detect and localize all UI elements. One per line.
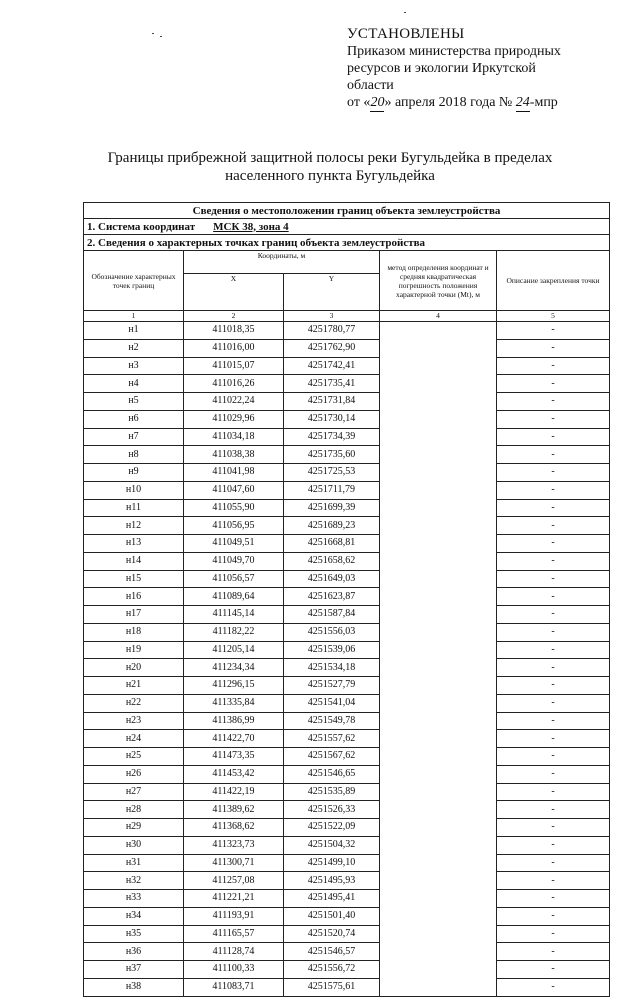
x-coordinate: 411034,18 <box>184 428 284 446</box>
table-row <box>84 588 610 606</box>
y-coordinate: 4251522,09 <box>284 819 380 837</box>
point-label: н29 <box>84 819 184 837</box>
y-coordinate: 4251658,62 <box>284 552 380 570</box>
fixation-description: - <box>497 322 610 340</box>
coordinate-system-value: МСК 38, зона 4 <box>213 220 289 233</box>
y-coordinate: 4251541,04 <box>284 694 380 712</box>
x-coordinate: 411029,96 <box>184 410 284 428</box>
point-label: н20 <box>84 659 184 677</box>
table-row <box>84 428 610 446</box>
title-line: Границы прибрежной защитной полосы реки Бугульдейка в пределах <box>107 150 553 166</box>
table-caption: Сведения о местоположении границ объекта землеустройства <box>84 203 610 219</box>
fixation-description: - <box>497 925 610 943</box>
table-row <box>84 943 610 961</box>
fixation-description: - <box>497 641 610 659</box>
table-row <box>84 357 610 375</box>
point-label: н4 <box>84 375 184 393</box>
table-row <box>84 552 610 570</box>
col-number: 5 <box>497 311 610 322</box>
x-coordinate: 411323,73 <box>184 836 284 854</box>
fixation-description: - <box>497 623 610 641</box>
y-coordinate: 4251623,87 <box>284 588 380 606</box>
fixation-description: - <box>497 481 610 499</box>
y-coordinate: 4251535,89 <box>284 783 380 801</box>
fixation-description: - <box>497 535 610 553</box>
fixation-description: - <box>497 694 610 712</box>
point-label: н15 <box>84 570 184 588</box>
table-row <box>84 623 610 641</box>
approval-heading: УСТАНОВЛЕНЫ <box>347 26 465 42</box>
fixation-description: - <box>497 943 610 961</box>
table-row <box>84 570 610 588</box>
approval-line: области <box>347 78 394 93</box>
x-coordinate: 411205,14 <box>184 641 284 659</box>
fixation-description: - <box>497 339 610 357</box>
table-row <box>84 748 610 766</box>
col-number: 3 <box>284 311 380 322</box>
fixation-description: - <box>497 588 610 606</box>
x-coordinate: 411335,84 <box>184 694 284 712</box>
y-coordinate: 4251649,03 <box>284 570 380 588</box>
table-body <box>84 203 610 997</box>
point-label: н25 <box>84 748 184 766</box>
table-row <box>84 606 610 624</box>
point-label: н21 <box>84 677 184 695</box>
x-coordinate: 411015,07 <box>184 357 284 375</box>
y-coordinate: 4251557,62 <box>284 730 380 748</box>
point-label: н18 <box>84 623 184 641</box>
table-row <box>84 730 610 748</box>
point-label: н13 <box>84 535 184 553</box>
point-label: н16 <box>84 588 184 606</box>
x-coordinate: 411041,98 <box>184 464 284 482</box>
fixation-description: - <box>497 357 610 375</box>
x-coordinate: 411022,24 <box>184 393 284 411</box>
col-number: 1 <box>84 311 184 322</box>
point-label: н17 <box>84 606 184 624</box>
fixation-description: - <box>497 854 610 872</box>
y-coordinate: 4251567,62 <box>284 748 380 766</box>
y-coordinate: 4251734,39 <box>284 428 380 446</box>
fixation-description: - <box>497 517 610 535</box>
fixation-description: - <box>497 464 610 482</box>
y-coordinate: 4251735,60 <box>284 446 380 464</box>
point-label: н5 <box>84 393 184 411</box>
point-label: н7 <box>84 428 184 446</box>
date-suffix: -мпр <box>529 95 558 110</box>
fixation-description: - <box>497 748 610 766</box>
point-label: н33 <box>84 890 184 908</box>
date-day: 20 <box>370 95 385 110</box>
x-coordinate: 411047,60 <box>184 481 284 499</box>
scan-speck <box>160 36 162 37</box>
x-coordinate: 411368,62 <box>184 819 284 837</box>
x-coordinate: 411182,22 <box>184 623 284 641</box>
x-coordinate: 411300,71 <box>184 854 284 872</box>
fixation-description: - <box>497 659 610 677</box>
point-label: н22 <box>84 694 184 712</box>
point-label: н14 <box>84 552 184 570</box>
x-coordinate: 411049,70 <box>184 552 284 570</box>
approval-date-line <box>347 94 627 112</box>
y-coordinate: 4251711,79 <box>284 481 380 499</box>
x-coordinate: 411038,38 <box>184 446 284 464</box>
fixation-description: - <box>497 978 610 996</box>
y-coordinate: 4251689,23 <box>284 517 380 535</box>
table-row <box>84 499 610 517</box>
point-label: н35 <box>84 925 184 943</box>
y-coordinate: 4251699,39 <box>284 499 380 517</box>
fixation-description: - <box>497 819 610 837</box>
table-row <box>84 339 610 357</box>
table-row <box>84 677 610 695</box>
x-coordinate: 411296,15 <box>184 677 284 695</box>
x-coordinate: 411145,14 <box>184 606 284 624</box>
x-coordinate: 411165,57 <box>184 925 284 943</box>
point-label: н24 <box>84 730 184 748</box>
y-coordinate: 4251527,79 <box>284 677 380 695</box>
x-coordinate: 411422,19 <box>184 783 284 801</box>
fixation-description: - <box>497 730 610 748</box>
point-label: н1 <box>84 322 184 340</box>
y-coordinate: 4251668,81 <box>284 535 380 553</box>
scan-speck <box>404 12 406 13</box>
x-coordinate: 411089,64 <box>184 588 284 606</box>
fixation-description: - <box>497 393 610 411</box>
point-label: н30 <box>84 836 184 854</box>
x-coordinate: 411453,42 <box>184 765 284 783</box>
document-title <box>95 149 565 185</box>
point-label: н19 <box>84 641 184 659</box>
x-coordinate: 411386,99 <box>184 712 284 730</box>
y-coordinate: 4251549,78 <box>284 712 380 730</box>
x-coordinate: 411257,08 <box>184 872 284 890</box>
fixation-description: - <box>497 428 610 446</box>
col-header-description: Описание закрепления точки <box>497 251 610 311</box>
y-coordinate: 4251539,06 <box>284 641 380 659</box>
x-coordinate: 411193,91 <box>184 907 284 925</box>
title-line: населенного пункта Бугульдейка <box>225 168 435 184</box>
coordinate-system-label: 1. Система координат <box>87 220 196 233</box>
fixation-description: - <box>497 836 610 854</box>
x-coordinate: 411016,26 <box>184 375 284 393</box>
x-coordinate: 411083,71 <box>184 978 284 996</box>
fixation-description: - <box>497 677 610 695</box>
x-coordinate: 411128,74 <box>184 943 284 961</box>
fixation-description: - <box>497 499 610 517</box>
table-row <box>84 393 610 411</box>
date-mid: » апреля 2018 года № <box>384 95 513 110</box>
scan-speck <box>152 33 154 34</box>
y-coordinate: 4251499,10 <box>284 854 380 872</box>
table-row <box>84 322 610 340</box>
date-prefix: от « <box>347 95 371 110</box>
x-coordinate: 411056,95 <box>184 517 284 535</box>
table-row <box>84 712 610 730</box>
col-number: 4 <box>380 311 497 322</box>
x-coordinate: 411016,00 <box>184 339 284 357</box>
point-label: н37 <box>84 961 184 979</box>
fixation-description: - <box>497 712 610 730</box>
table-row <box>84 410 610 428</box>
point-label: н11 <box>84 499 184 517</box>
fixation-description: - <box>497 801 610 819</box>
y-coordinate: 4251556,72 <box>284 961 380 979</box>
point-label: н10 <box>84 481 184 499</box>
x-coordinate: 411473,35 <box>184 748 284 766</box>
y-coordinate: 4251546,57 <box>284 943 380 961</box>
point-label: н32 <box>84 872 184 890</box>
fixation-description: - <box>497 375 610 393</box>
table-row <box>84 961 610 979</box>
x-coordinate: 411422,70 <box>184 730 284 748</box>
fixation-description: - <box>497 446 610 464</box>
table-row <box>84 907 610 925</box>
y-coordinate: 4251520,74 <box>284 925 380 943</box>
approval-line: Приказом министерства природных <box>347 44 561 59</box>
fixation-description: - <box>497 872 610 890</box>
y-coordinate: 4251762,90 <box>284 339 380 357</box>
fixation-description: - <box>497 907 610 925</box>
coordinate-system-row <box>84 219 610 235</box>
approval-block <box>347 26 627 112</box>
fixation-description: - <box>497 570 610 588</box>
table-row <box>84 978 610 996</box>
x-coordinate: 411100,33 <box>184 961 284 979</box>
x-coordinate: 411055,90 <box>184 499 284 517</box>
table-row <box>84 819 610 837</box>
fixation-description: - <box>497 765 610 783</box>
point-label: н26 <box>84 765 184 783</box>
fixation-description: - <box>497 410 610 428</box>
table-row <box>84 481 610 499</box>
order-number: 24 <box>515 95 530 110</box>
point-label: н2 <box>84 339 184 357</box>
point-label: н38 <box>84 978 184 996</box>
table-row <box>84 694 610 712</box>
table-row <box>84 464 610 482</box>
x-coordinate: 411049,51 <box>184 535 284 553</box>
point-label: н34 <box>84 907 184 925</box>
point-label: н36 <box>84 943 184 961</box>
approval-line: ресурсов и экологии Иркутской <box>347 61 536 76</box>
y-coordinate: 4251742,41 <box>284 357 380 375</box>
point-label: н9 <box>84 464 184 482</box>
y-coordinate: 4251780,77 <box>284 322 380 340</box>
y-coordinate: 4251587,84 <box>284 606 380 624</box>
point-label: н27 <box>84 783 184 801</box>
col-header-method: метод определения координат и средняя квадратическая погрешность положения характерной точки (Mt), м <box>380 251 497 311</box>
point-label: н12 <box>84 517 184 535</box>
fixation-description: - <box>497 890 610 908</box>
table-row <box>84 446 610 464</box>
x-coordinate: 411018,35 <box>184 322 284 340</box>
boundary-points-table <box>83 202 610 997</box>
table-row <box>84 801 610 819</box>
table-row <box>84 783 610 801</box>
table-row <box>84 641 610 659</box>
table-row <box>84 872 610 890</box>
y-coordinate: 4251495,41 <box>284 890 380 908</box>
table-row <box>84 535 610 553</box>
fixation-description: - <box>497 783 610 801</box>
table-row <box>84 854 610 872</box>
point-label: н6 <box>84 410 184 428</box>
y-coordinate: 4251731,84 <box>284 393 380 411</box>
y-coordinate: 4251546,65 <box>284 765 380 783</box>
table-row <box>84 517 610 535</box>
y-coordinate: 4251534,18 <box>284 659 380 677</box>
y-coordinate: 4251575,61 <box>284 978 380 996</box>
point-label: н31 <box>84 854 184 872</box>
fixation-description: - <box>497 606 610 624</box>
y-coordinate: 4251495,93 <box>284 872 380 890</box>
table-row <box>84 375 610 393</box>
y-coordinate: 4251735,41 <box>284 375 380 393</box>
col-number: 2 <box>184 311 284 322</box>
point-label: н8 <box>84 446 184 464</box>
col-header-point: Обозначение характерных точек границ <box>84 251 184 311</box>
table-row <box>84 659 610 677</box>
y-coordinate: 4251504,32 <box>284 836 380 854</box>
col-header-y: Y <box>284 274 380 311</box>
table-row <box>84 925 610 943</box>
col-header-x: X <box>184 274 284 311</box>
fixation-description: - <box>497 961 610 979</box>
y-coordinate: 4251556,03 <box>284 623 380 641</box>
y-coordinate: 4251501,40 <box>284 907 380 925</box>
fixation-description: - <box>497 552 610 570</box>
x-coordinate: 411221,21 <box>184 890 284 908</box>
point-label: н28 <box>84 801 184 819</box>
point-label: н23 <box>84 712 184 730</box>
method-column-cell <box>380 322 497 997</box>
table-row <box>84 765 610 783</box>
y-coordinate: 4251725,53 <box>284 464 380 482</box>
x-coordinate: 411056,57 <box>184 570 284 588</box>
x-coordinate: 411234,34 <box>184 659 284 677</box>
table-row <box>84 836 610 854</box>
col-header-coords: Координаты, м <box>184 251 380 274</box>
y-coordinate: 4251730,14 <box>284 410 380 428</box>
points-section-heading: 2. Сведения о характерных точках границ объекта землеустройства <box>84 235 610 251</box>
x-coordinate: 411389,62 <box>184 801 284 819</box>
point-label: н3 <box>84 357 184 375</box>
y-coordinate: 4251526,33 <box>284 801 380 819</box>
